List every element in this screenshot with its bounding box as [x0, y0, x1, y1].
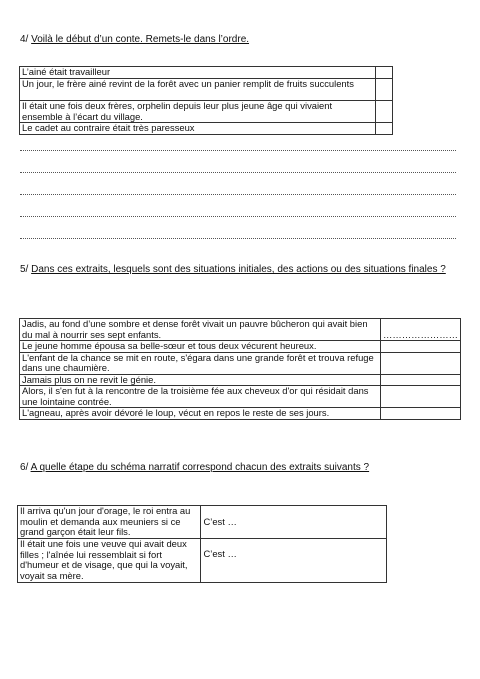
table-cell: L'enfant de la chance se mit en route, s'égara dans une grande forêt et trouva refuge dans une chaumière. — [20, 352, 381, 374]
answer-cell[interactable] — [381, 341, 461, 353]
section-5-heading — [20, 264, 460, 276]
table-row — [20, 79, 393, 101]
answer-line[interactable] — [20, 216, 456, 217]
section-number: 4/ — [20, 34, 29, 45]
table-row — [20, 386, 461, 408]
table-cell: Un jour, le frère ainé revint de la forêt avec un panier remplit de fruits succulents — [20, 79, 376, 101]
answer-cell[interactable] — [381, 374, 461, 386]
table-row — [20, 101, 393, 123]
answer-line[interactable] — [20, 238, 456, 239]
answer-line[interactable] — [20, 150, 456, 151]
section-number: 5/ — [20, 264, 29, 275]
table-row — [20, 374, 461, 386]
table-row — [20, 408, 461, 420]
table-cell: L’ainé était travailleur — [20, 67, 376, 79]
answer-cell[interactable] — [376, 79, 393, 101]
table-cell: Alors, il s'en fut à la rencontre de la troisième fée aux cheveux d'or qui résidait dans une lointaine contrée. — [20, 386, 381, 408]
section-4-heading — [20, 34, 249, 46]
table-row — [20, 67, 393, 79]
answer-cell[interactable] — [376, 101, 393, 123]
table-cell: Il était une fois une veuve qui avait deux filles ; l'aînée lui ressemblait si fort d'humeur et de visage, que qui la voyait, voyait sa mère. — [18, 539, 201, 583]
table-row — [20, 319, 461, 341]
answer-cell[interactable] — [381, 352, 461, 374]
section-title: A quelle étape du schéma narratif correspond chacun des extraits suivants ? — [30, 462, 370, 473]
section-number: 6/ — [20, 462, 29, 473]
answer-cell[interactable]: C’est … — [201, 539, 387, 583]
section-title: Dans ces extraits, lesquels sont des situations initiales, des actions ou des situations finales ? — [31, 264, 446, 275]
answer-line[interactable] — [20, 172, 456, 173]
section-6-heading — [20, 462, 369, 474]
table-cell: Le jeune homme épousa sa belle-sœur et tous deux vécurent heureux. — [20, 341, 381, 353]
table-cell: Il était une fois deux frères, orphelin depuis leur plus jeune âge qui vivaient ensemble à l’écart du village. — [20, 101, 376, 123]
answer-line[interactable] — [20, 194, 456, 195]
table-row — [18, 506, 387, 539]
answer-cell[interactable] — [381, 408, 461, 420]
answer-cell[interactable] — [376, 67, 393, 79]
answer-cell[interactable] — [381, 386, 461, 408]
section-5-table — [19, 318, 461, 420]
table-cell: L'agneau, après avoir dévoré le loup, vécut en repos le reste de ses jours. — [20, 408, 381, 420]
section-6-table — [17, 505, 387, 583]
table-cell: Jadis, au fond d’une sombre et dense forêt vivait un pauvre bûcheron qui avait bien du mal à nourrir ses sept enfants. — [20, 319, 381, 341]
table-cell: Il arriva qu'un jour d'orage, le roi entra au moulin et demanda aux meuniers si ce grand garçon était leur fils. — [18, 506, 201, 539]
section-4-table — [19, 66, 393, 135]
table-row — [18, 539, 387, 583]
section-title: Voilà le début d’un conte. Remets-le dans l’ordre. — [31, 34, 250, 45]
answer-cell[interactable] — [376, 123, 393, 135]
table-cell: Le cadet au contraire était très paresseux — [20, 123, 376, 135]
answer-cell[interactable]: C’est … — [201, 506, 387, 539]
table-row — [20, 123, 393, 135]
answer-cell[interactable]: …………………… — [381, 319, 461, 341]
table-row — [20, 352, 461, 374]
table-row — [20, 341, 461, 353]
table-cell: Jamais plus on ne revit le génie. — [20, 374, 381, 386]
